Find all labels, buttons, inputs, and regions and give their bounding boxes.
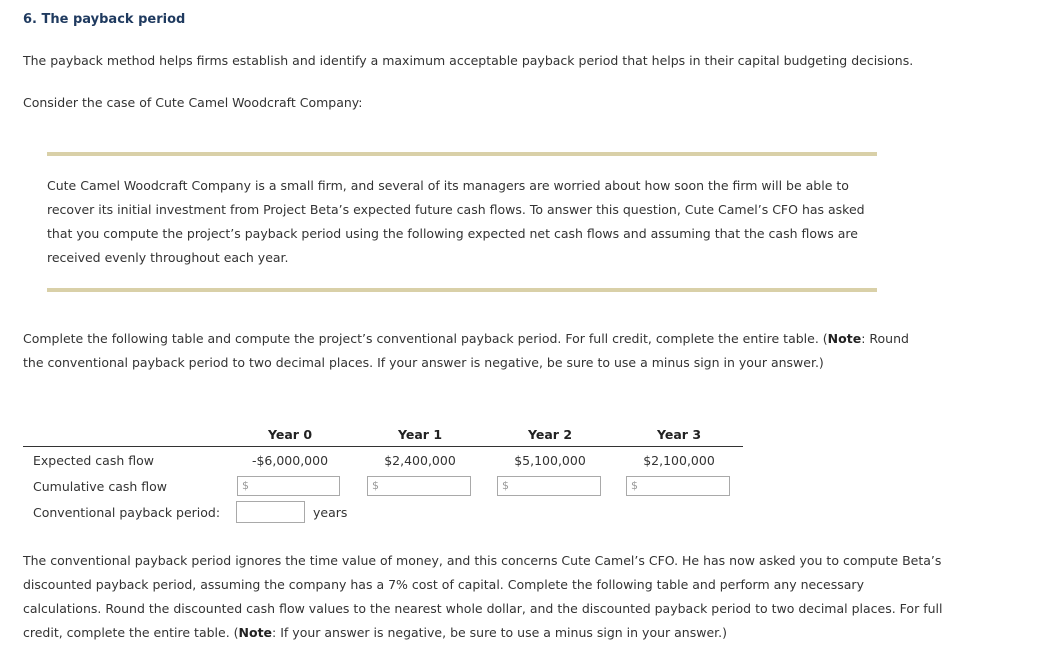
instructions-part1: Complete the following table and compute the project’s conventional payback period. For full credit, complete the entire table. ( bbox=[23, 331, 828, 346]
cumulative-year0-input[interactable] bbox=[237, 476, 340, 496]
instructions-text bbox=[23, 327, 923, 375]
box-bottom-rule bbox=[47, 288, 877, 292]
cumulative-cash-flow-label: Cumulative cash flow bbox=[33, 479, 168, 494]
payback-period-label: Conventional payback period: bbox=[33, 505, 221, 520]
section-heading: 6. The payback period bbox=[23, 12, 186, 27]
col-year2: Year 2 bbox=[527, 427, 573, 442]
currency-symbol: $ bbox=[372, 479, 379, 492]
cumulative-year2-input[interactable] bbox=[497, 476, 601, 496]
table-header-rule bbox=[23, 446, 743, 447]
years-unit-label: years bbox=[313, 505, 348, 520]
discounted-instructions-text bbox=[23, 549, 943, 645]
col-year1: Year 1 bbox=[397, 427, 443, 442]
discounted-part2: : If your answer is negative, be sure to use a minus sign in your answer.) bbox=[272, 625, 727, 640]
discounted-part1: The conventional payback period ignores the time value of money, and this concerns Cute Camel’s CFO. He has now asked you to compute Beta’s discounted payback period, assuming the company has a 7% cost of capital. Complete the following table and perform any necessary calculations. Round the discounted cash flow values to the nearest whole dollar, and the discounted payback period to two decimal places. For full credit, complete the entire table. ( bbox=[23, 553, 943, 640]
box-top-rule bbox=[47, 152, 877, 156]
expected-year1: $2,400,000 bbox=[384, 453, 456, 468]
payback-period-input[interactable] bbox=[236, 501, 305, 523]
col-year0: Year 0 bbox=[267, 427, 313, 442]
expected-year3: $2,100,000 bbox=[643, 453, 715, 468]
expected-year2: $5,100,000 bbox=[514, 453, 586, 468]
scenario-text: Cute Camel Woodcraft Company is a small firm, and several of its managers are worried about how soon the firm will be able to recover its initial investment from Project Beta’s expected future cash flows. To answer this question, Cute Camel’s CFO has asked that you compute the project’s payback period using the following expected net cash flows and assuming that the cash flows are received evenly throughout each year. bbox=[47, 178, 865, 265]
intro-text: The payback method helps firms establish and identify a maximum acceptable payback period that helps in their capital budgeting decisions. bbox=[23, 53, 914, 68]
col-year3: Year 3 bbox=[656, 427, 702, 442]
cumulative-year3-input[interactable] bbox=[626, 476, 730, 496]
currency-symbol: $ bbox=[242, 479, 249, 492]
note-label: Note bbox=[827, 331, 862, 346]
cumulative-year1-input[interactable] bbox=[367, 476, 471, 496]
currency-symbol: $ bbox=[631, 479, 638, 492]
expected-cash-flow-label: Expected cash flow bbox=[33, 453, 154, 468]
consider-text: Consider the case of Cute Camel Woodcraft Company: bbox=[23, 95, 363, 110]
expected-year0: -$6,000,000 bbox=[251, 453, 329, 468]
discounted-note-label: Note bbox=[238, 625, 273, 640]
instructions-part2: : Round the conventional payback period to two decimal places. If your answer is negative, be sure to use a minus sign in your answer.) bbox=[23, 331, 909, 370]
currency-symbol: $ bbox=[502, 479, 509, 492]
